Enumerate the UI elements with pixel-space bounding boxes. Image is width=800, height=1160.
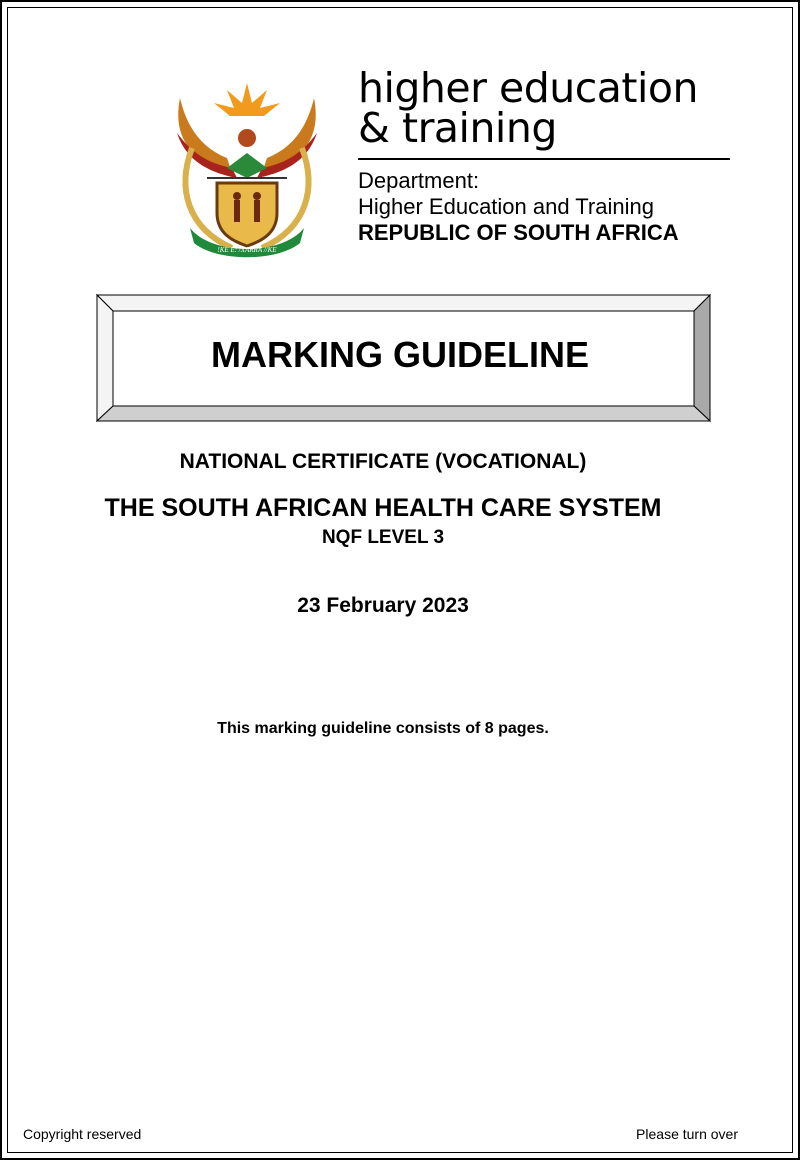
brand-line-2: & training	[358, 104, 557, 152]
certificate-name: NATIONAL CERTIFICATE (VOCATIONAL)	[179, 450, 587, 473]
footer-copyright: Copyright reserved	[23, 1126, 142, 1142]
department-block	[358, 168, 679, 246]
document-title: MARKING GUIDELINE	[211, 334, 589, 375]
coat-of-arms-logo	[172, 78, 322, 260]
department-label: Department:	[358, 168, 480, 193]
nqf-level: NQF LEVEL 3	[321, 527, 445, 548]
brand-wordmark	[358, 64, 698, 152]
department-name: Higher Education and Training	[358, 194, 654, 219]
country-name: REPUBLIC OF SOUTH AFRICA	[358, 220, 679, 245]
header-divider	[358, 158, 730, 160]
footer-turn-over: Please turn over	[636, 1126, 738, 1142]
brand-line-1: higher education	[358, 64, 698, 112]
svg-text:!KE E: /XARRA //KE: !KE E: /XARRA //KE	[217, 246, 277, 254]
page-count-note: This marking guideline consists of 8 pages.	[217, 720, 549, 737]
subject-name: THE SOUTH AFRICAN HEALTH CARE SYSTEM	[104, 494, 662, 522]
exam-date: 23 February 2023	[297, 594, 469, 617]
